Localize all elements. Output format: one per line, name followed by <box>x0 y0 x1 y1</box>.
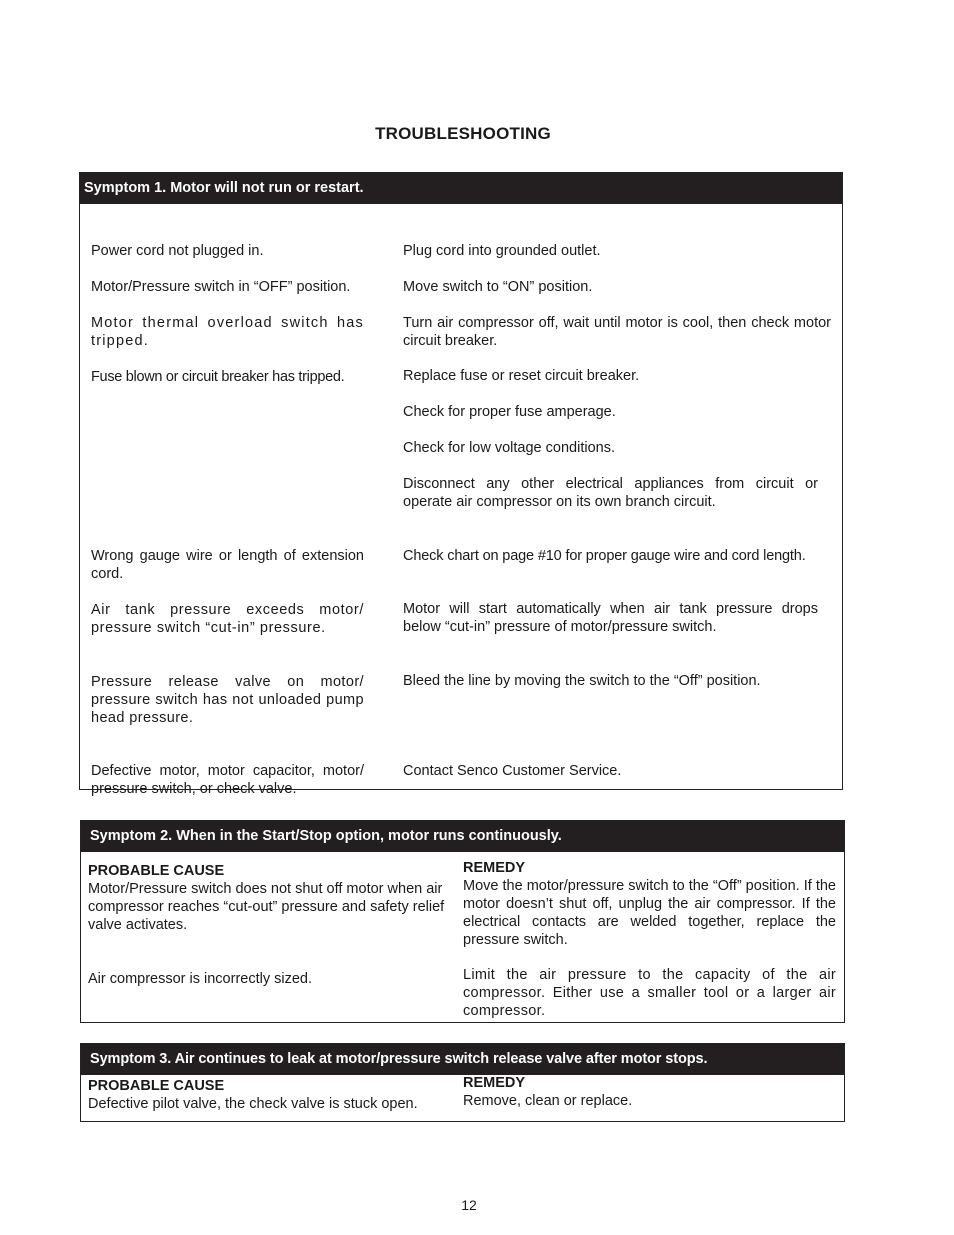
remedy-text: Check for low voltage conditions. <box>403 440 615 456</box>
cause-text: Motor/Pressure switch in “OFF” position. <box>91 279 351 295</box>
remedy-text: Turn air compressor off, wait until motor is cool, then check motor circuit breaker. <box>403 315 831 349</box>
cause-text: Defective pilot valve, the check valve is stuck open. <box>88 1096 418 1112</box>
cause-text: Wrong gauge wire or length of extension cord. <box>91 548 364 582</box>
symptom-3-header: Symptom 3. Air continues to leak at motor/pressure switch release valve after motor stops. <box>81 1044 844 1075</box>
cause-text: Motor thermal overload switch has tripped. <box>91 315 364 349</box>
page-number: 12 <box>461 1197 477 1213</box>
cause-text: Air tank pressure exceeds motor/ pressure switch “cut-in” pressure. <box>91 602 364 636</box>
remedy-text: Plug cord into grounded outlet. <box>403 243 601 259</box>
probable-cause-label: PROBABLE CAUSE <box>88 863 225 879</box>
symptom-1-header: Symptom 1. Motor will not run or restart. <box>80 173 842 204</box>
remedy-text: Bleed the line by moving the switch to the “Off” position. <box>403 673 761 689</box>
remedy-text: Check chart on page #10 for proper gauge wire and cord length. <box>403 548 806 564</box>
cause-text: Defective motor, motor capacitor, motor/ pressure switch, or check valve. <box>91 763 364 797</box>
symptom-2-table <box>80 820 845 1023</box>
remedy-text: Move switch to “ON” position. <box>403 279 593 295</box>
remedy-text: Motor will start automatically when air tank pressure drops below “cut-in” pressure of motor/pressure switch. <box>403 601 818 635</box>
symptom-3-table <box>80 1043 845 1122</box>
remedy-text: Move the motor/pressure switch to the “Off” position. If the motor doesn’t shut off, unplug the air compressor. If the electrical contacts are welded together, replace the pressure switch. <box>463 878 836 948</box>
symptom-1-table <box>79 172 843 797</box>
remedy-text: Limit the air pressure to the capacity of the air compressor. Either use a smaller tool or a larger air compressor. <box>463 967 836 1019</box>
remedy-text: Check for proper fuse amperage. <box>403 404 616 420</box>
cause-text: Power cord not plugged in. <box>91 243 264 259</box>
remedy-text: Remove, clean or replace. <box>463 1093 633 1109</box>
remedy-label: REMEDY <box>463 1075 526 1091</box>
page-title: TROUBLESHOOTING <box>375 124 551 143</box>
cause-text: Fuse blown or circuit breaker has tripped. <box>91 369 345 385</box>
cause-text: Motor/Pressure switch does not shut off motor when air compressor reaches “cut-out” pressure and safety relief valve activates. <box>88 881 445 933</box>
symptom-2-header: Symptom 2. When in the Start/Stop option, motor runs continuously. <box>81 821 844 852</box>
remedy-text: Contact Senco Customer Service. <box>403 763 622 779</box>
remedy-text: Disconnect any other electrical appliances from circuit or operate air compressor on its own branch circuit. <box>403 476 818 510</box>
remedy-text: Replace fuse or reset circuit breaker. <box>403 368 640 384</box>
cause-text: Air compressor is incorrectly sized. <box>88 971 312 987</box>
probable-cause-label: PROBABLE CAUSE <box>88 1078 225 1094</box>
cause-text: Pressure release valve on motor/ pressure switch has not unloaded pump head pressure. <box>91 674 364 726</box>
remedy-label: REMEDY <box>463 860 526 876</box>
